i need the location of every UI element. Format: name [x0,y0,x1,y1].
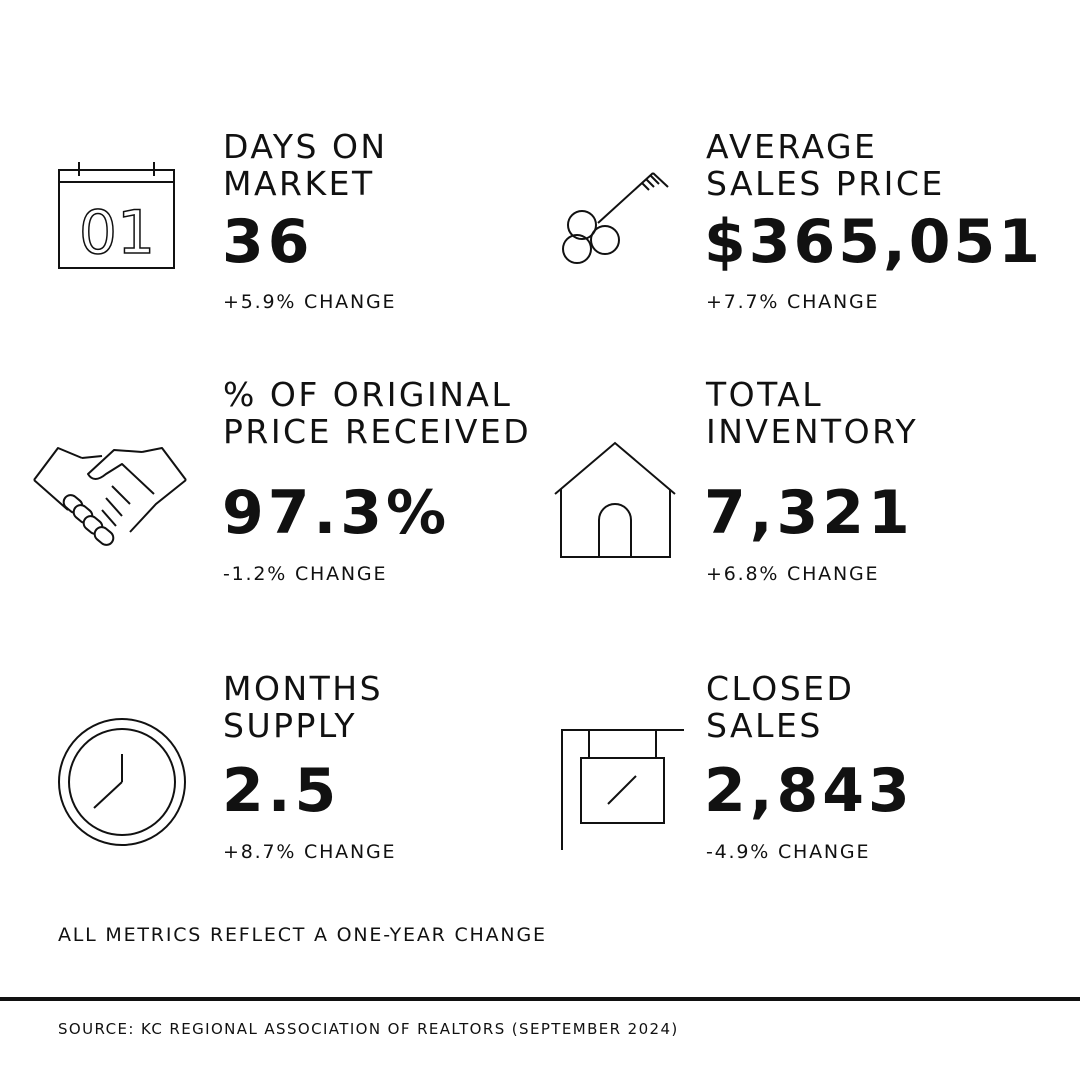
days-on-market-value: 36 [222,207,314,277]
total-inventory-label: TOTAL INVENTORY [706,375,919,451]
days-on-market-label: DAYS ON MARKET [223,127,388,203]
original-price-received-change: -1.2% CHANGE [223,563,388,585]
average-sales-price-value: $365,051 [704,207,1044,277]
months-supply-label: MONTHS SUPPLY [223,669,384,745]
closed-sales-value: 2,843 [704,756,914,826]
hanging-sign-icon [558,724,688,854]
days-on-market-change: +5.9% CHANGE [223,291,397,313]
clock-icon [56,716,188,848]
average-sales-price-label: AVERAGE SALES PRICE [706,127,945,203]
footnote: ALL METRICS REFLECT A ONE-YEAR CHANGE [58,924,547,946]
key-icon [558,165,673,270]
total-inventory-value: 7,321 [704,478,914,548]
total-inventory-change: +6.8% CHANGE [706,563,880,585]
calendar-icon [56,160,178,272]
months-supply-change: +8.7% CHANGE [223,841,397,863]
source-credit: SOURCE: KC REGIONAL ASSOCIATION OF REALTORS (SEPTEMBER 2024) [58,1020,679,1038]
closed-sales-label: CLOSED SALES [706,669,855,745]
original-price-received-label: % OF ORIGINAL PRICE RECEIVED [223,375,532,451]
average-sales-price-change: +7.7% CHANGE [706,291,880,313]
house-icon [552,440,680,562]
months-supply-value: 2.5 [222,756,341,826]
divider [0,997,1080,1001]
closed-sales-change: -4.9% CHANGE [706,841,871,863]
original-price-received-value: 97.3% [222,478,451,548]
calendar-number: 01 [78,198,156,268]
handshake-icon [30,440,190,560]
